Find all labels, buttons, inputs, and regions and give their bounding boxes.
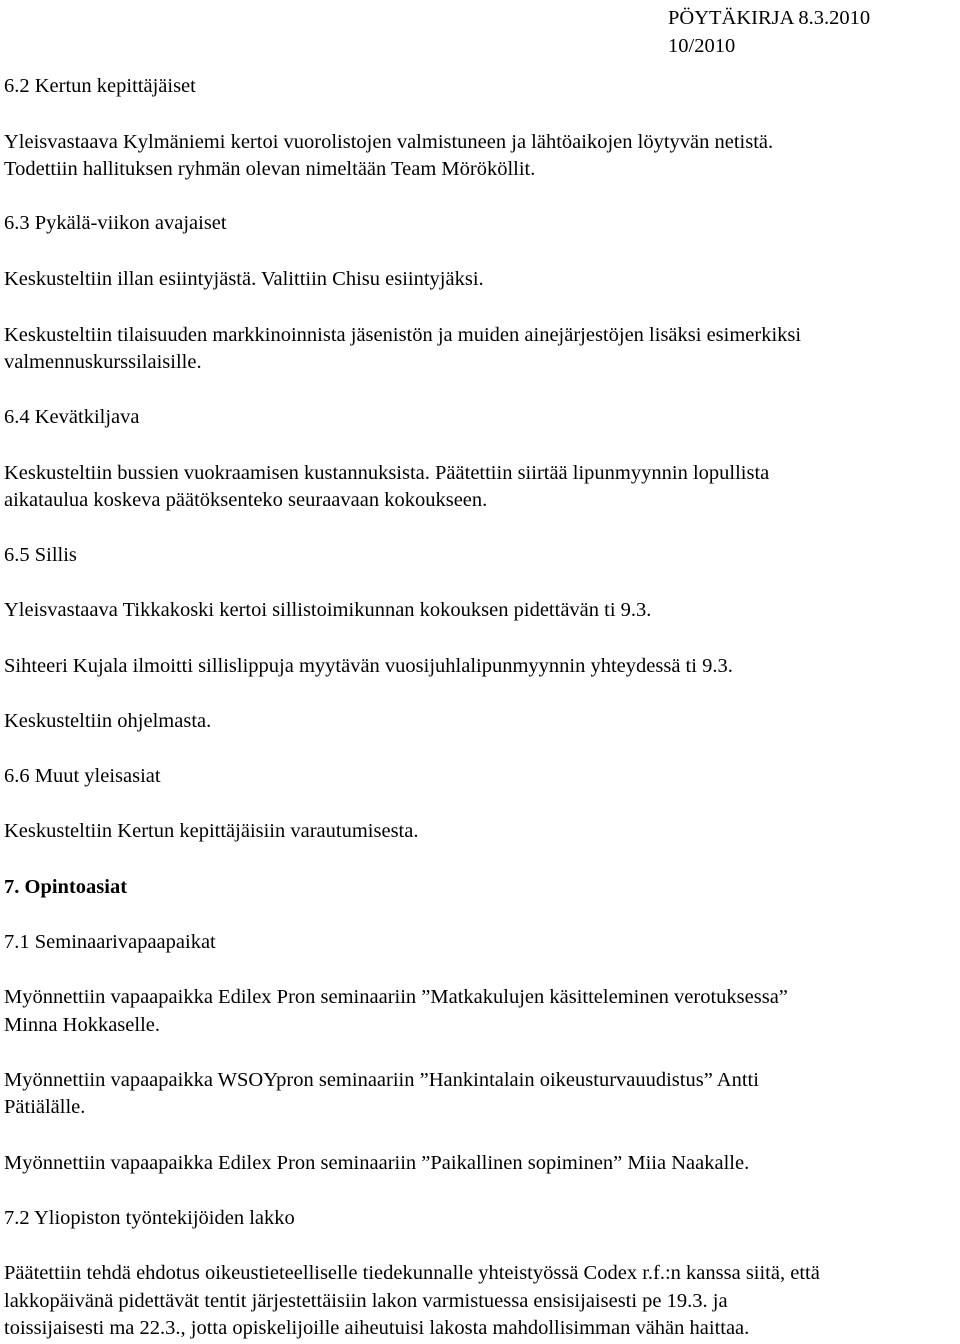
paragraph-line: Yleisvastaava Kylmäniemi kertoi vuorolistojen valmistuneen ja lähtöaikojen löytyvän netistä. [4, 131, 774, 153]
paragraph-line: Yleisvastaava Tikkakoski kertoi sillistoimikunnan kokouksen pidettävän ti 9.3. [4, 599, 652, 621]
paragraph-line: Todettiin hallituksen ryhmän olevan nimeltään Team Mörököllit. [4, 158, 536, 180]
document-header [668, 4, 956, 60]
paragraph-line: Keskusteltiin tilaisuuden markkinoinnista jäsenistön ja muiden ainejärjestöjen lisäksi esimerkiksi [4, 324, 802, 346]
paragraph-line: Myönnettiin vapaapaikka WSOYpron seminaariin ”Hankintalain oikeusturvauudistus” Antti [4, 1069, 759, 1091]
paragraph-line: Keskusteltiin illan esiintyjästä. Valittiin Chisu esiintyjäksi. [4, 268, 484, 290]
paragraph-line: lakkopäivänä pidettävät tentit järjestettäisiin lakon varmistuessa ensisijaisesti pe 19.3. ja [4, 1290, 728, 1312]
section-heading-6-6: 6.6 Muut yleisasiat [4, 765, 161, 787]
paragraph-line: Sihteeri Kujala ilmoitti sillislippuja myytävän vuosijuhlalipunmyynnin yhteydessä ti 9.3. [4, 655, 733, 677]
section-heading-6-2: 6.2 Kertun kepittäjäiset [4, 75, 196, 97]
header-number: 10/2010 [668, 35, 736, 57]
section-heading-7-2: 7.2 Yliopiston työntekijöiden lakko [4, 1207, 295, 1229]
section-heading-6-3: 6.3 Pykälä-viikon avajaiset [4, 212, 227, 234]
header-title: PÖYTÄKIRJA 8.3.2010 [668, 7, 871, 29]
paragraph-line: valmennuskurssilaisille. [4, 351, 202, 373]
paragraph-line: toissijaisesti ma 22.3., jotta opiskelijoille aiheutuisi lakosta mahdollisimman vähän haittaa. [4, 1317, 750, 1339]
section-heading-6-5: 6.5 Sillis [4, 544, 77, 566]
section-heading-6-4: 6.4 Kevätkiljava [4, 406, 140, 428]
paragraph-line: aikataulua koskeva päätöksenteko seuraavaan kokoukseen. [4, 489, 488, 511]
paragraph-line: Päätettiin tehdä ehdotus oikeustieteelliselle tiedekunnalle yhteistyössä Codex r.f.:n kanssa siitä, että [4, 1262, 820, 1284]
paragraph-line: Keskusteltiin ohjelmasta. [4, 710, 212, 732]
paragraph-line: Minna Hokkaselle. [4, 1014, 160, 1036]
paragraph-line: Pätiälälle. [4, 1096, 86, 1118]
chapter-heading-7: 7. Opintoasiat [4, 876, 128, 898]
section-heading-7-1: 7.1 Seminaarivapaapaikat [4, 931, 216, 953]
paragraph-line: Keskusteltiin Kertun kepittäjäisiin varautumisesta. [4, 820, 419, 842]
paragraph-line: Myönnettiin vapaapaikka Edilex Pron seminaariin ”Paikallinen sopiminen” Miia Naakalle. [4, 1152, 750, 1174]
paragraph-line: Keskusteltiin bussien vuokraamisen kustannuksista. Päätettiin siirtää lipunmyynnin lopullista [4, 462, 770, 484]
paragraph-line: Myönnettiin vapaapaikka Edilex Pron seminaariin ”Matkakulujen käsitteleminen verotuksessa” [4, 986, 788, 1008]
